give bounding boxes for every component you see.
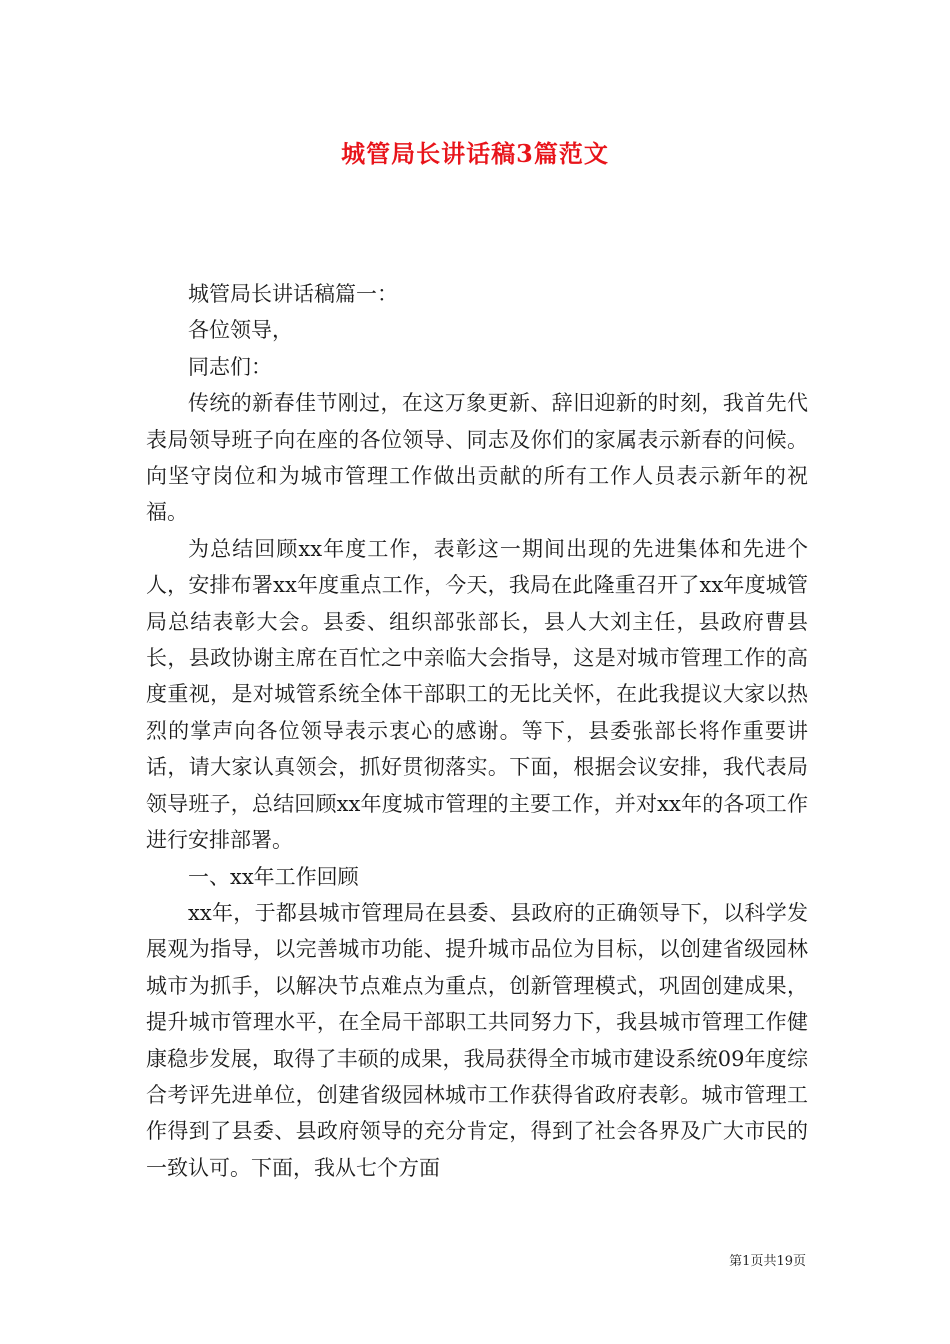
paragraph-section-heading: 一、xx年工作回顾 bbox=[188, 864, 359, 889]
paragraph-greeting: 传统的新春佳节刚过，在这万象更新、辞旧迎新的时刻，我首先代表局领导班子向在座的各位领导、同志及你们的家属表示新春的问候。向坚守岗位和为城市管理工作做出贡献的所有工作人员表示新年的祝福。 bbox=[146, 391, 808, 525]
paragraph-salutation-leaders: 各位领导， bbox=[188, 318, 293, 343]
paragraph-meeting-purpose: 为总结回顾xx年度工作，表彰这一期间出现的先进集体和先进个人，安排布署xx年度重点工作，今天，我局在此隆重召开了xx年度城管局总结表彰大会。县委、组织部张部长，县人大刘主任，县政府曹县长，县政协谢主席在百忙之中亲临大会指导，这是对城市管理工作的高度重视，是对城管系统全体干部职工的无比关怀，在此我提议大家以热烈的掌声向各位领导表示衷心的感谢。等下，县委张部长将作重要讲话，请大家认真领会，抓好贯彻落实。下面，根据会议安排，我代表局领导班子，总结回顾xx年度城市管理的主要工作，并对xx年的各项工作进行安排部署。 bbox=[146, 536, 808, 853]
page-number: 第1页共19页 bbox=[729, 1254, 806, 1269]
paragraph-review: xx年，于都县城市管理局在县委、县政府的正确领导下，以科学发展观为指导，以完善城市功能、提升城市品位为目标，以创建省级园林城市为抓手，以解决节点难点为重点，创新管理模式，巩固创建成果，提升城市管理水平，在全局干部职工共同努力下，我县城市管理工作健康稳步发展，取得了丰硕的成果，我局获得全市城市建设系统09年度综合考评先进单位，创建省级园林城市工作获得省政府表彰。城市管理工作得到了县委、县政府领导的充分肯定，得到了社会各界及广大市民的一致认可。下面，我从七个方面 bbox=[146, 900, 808, 1180]
document-title: 城管局长讲话稿3篇范文 bbox=[341, 139, 609, 168]
paragraph-salutation-comrades: 同志们： bbox=[188, 354, 272, 379]
paragraph-heading: 城管局长讲话稿篇一： bbox=[188, 282, 398, 306]
document-body bbox=[146, 276, 808, 1186]
